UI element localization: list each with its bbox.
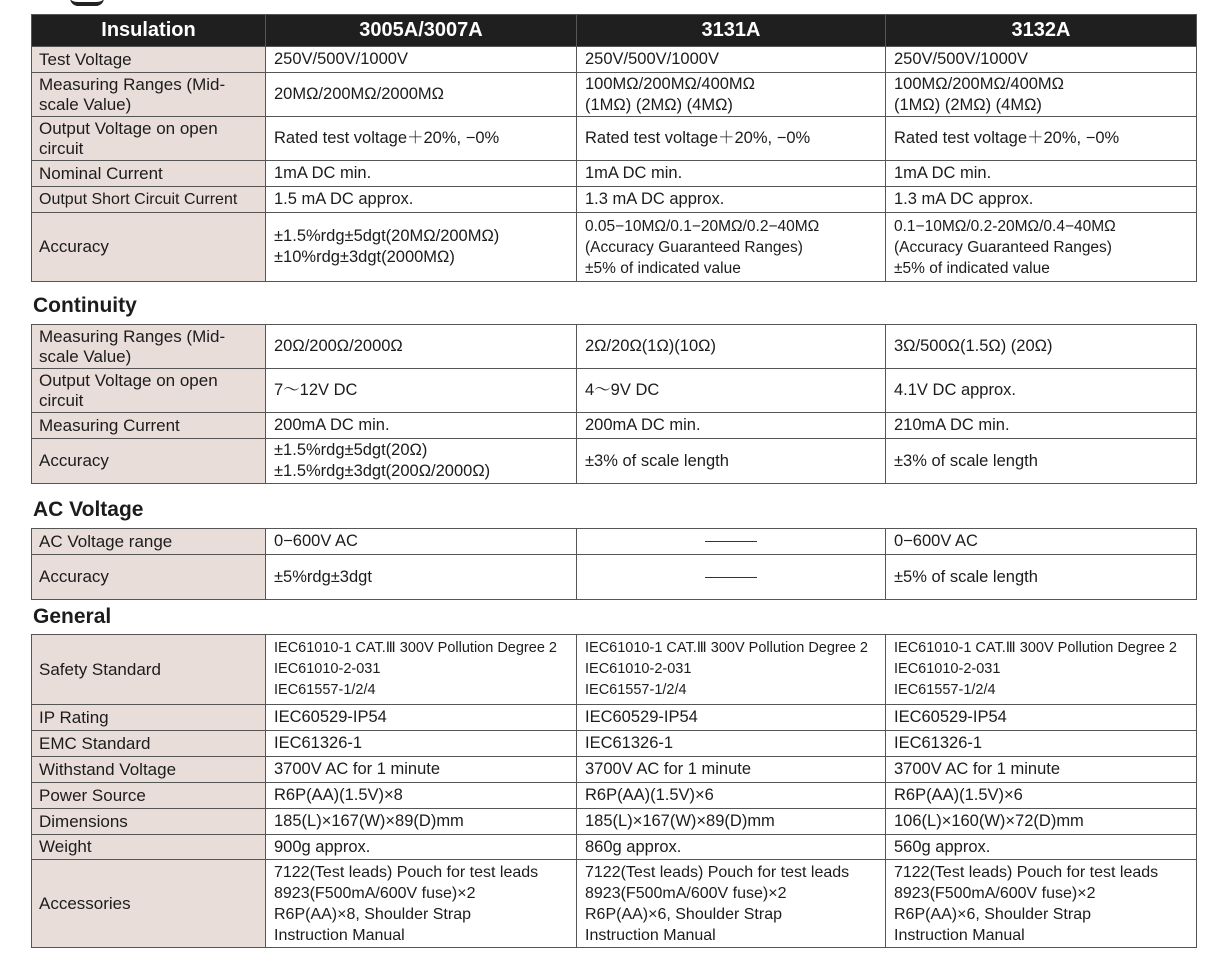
header-model-3131a: 3131A [577,15,886,47]
cell: 860g approx. [577,835,886,860]
continuity-table [31,324,1197,484]
cell: R6P(AA)(1.5V)×6 [886,783,1197,809]
cell: IEC60529-IP54 [266,705,577,731]
table-row [32,529,1197,555]
cell: 100MΩ/200MΩ/400MΩ (1MΩ) (2MΩ) (4MΩ) [577,73,886,117]
section-title-ac-voltage: AC Voltage [33,498,144,521]
row-label: AC Voltage range [32,529,266,555]
cell: Rated test voltage＋20%, −0% [266,117,577,161]
cell: IEC61326-1 [266,731,577,757]
cell: 20MΩ/200MΩ/2000MΩ [266,73,577,117]
table-row [32,809,1197,835]
table-row [32,635,1197,705]
row-label: Output Voltage on open circuit [32,117,266,161]
cell: 185(L)×167(W)×89(D)mm [266,809,577,835]
table-row [32,413,1197,439]
cell: R6P(AA)(1.5V)×8 [266,783,577,809]
cell: 1mA DC min. [577,161,886,187]
general-table [31,634,1197,948]
cell: 0−600V AC [886,529,1197,555]
cell: 200mA DC min. [577,413,886,439]
cell: IEC61326-1 [886,731,1197,757]
cell: 3700V AC for 1 minute [577,757,886,783]
table-row [32,117,1197,161]
cell: 560g approx. [886,835,1197,860]
cropped-heading-fragment [70,0,104,6]
cell: 4.1V DC approx. [886,369,1197,413]
cell: IEC60529-IP54 [886,705,1197,731]
dash-mark [705,577,757,578]
table-row [32,731,1197,757]
cell: 7〜12V DC [266,369,577,413]
not-applicable-cell [577,529,886,555]
cell: 185(L)×167(W)×89(D)mm [577,809,886,835]
table-row [32,835,1197,860]
table-row [32,369,1197,413]
cell: 900g approx. [266,835,577,860]
cell: IEC61010-1 CAT.Ⅲ 300V Pollution Degree 2 IEC61010-2-031 IEC61557-1/2/4 [266,635,577,705]
row-label: Test Voltage [32,47,266,73]
row-label: EMC Standard [32,731,266,757]
table-row [32,783,1197,809]
cell: 250V/500V/1000V [266,47,577,73]
row-label: Output Short Circuit Current [32,187,266,213]
row-label: Accessories [32,860,266,948]
cell: 200mA DC min. [266,413,577,439]
cell: 7122(Test leads) Pouch for test leads 8923(F500mA/600V fuse)×2 R6P(AA)×6, Shoulder Strap Instruction Manual [886,860,1197,948]
cell: ±1.5%rdg±5dgt(20MΩ/200MΩ) ±10%rdg±3dgt(2000MΩ) [266,213,577,282]
row-label: Accuracy [32,555,266,600]
cell: Rated test voltage＋20%, −0% [886,117,1197,161]
cell: ±3% of scale length [577,439,886,484]
ac-voltage-table [31,528,1197,600]
table-row [32,757,1197,783]
table-row [32,860,1197,948]
cell: 250V/500V/1000V [577,47,886,73]
cell: 0.1−10MΩ/0.2-20MΩ/0.4−40MΩ (Accuracy Guaranteed Ranges) ±5% of indicated value [886,213,1197,282]
header-model-3005a-3007a: 3005A/3007A [266,15,577,47]
insulation-table [31,14,1197,282]
section-title-general: General [33,605,112,628]
cell: ±5% of scale length [886,555,1197,600]
cell: IEC61010-1 CAT.Ⅲ 300V Pollution Degree 2 IEC61010-2-031 IEC61557-1/2/4 [577,635,886,705]
cell: ±5%rdg±3dgt [266,555,577,600]
row-label: Weight [32,835,266,860]
row-label: Safety Standard [32,635,266,705]
header-insulation: Insulation [32,15,266,47]
row-label: Nominal Current [32,161,266,187]
cell: 1mA DC min. [886,161,1197,187]
cell: 1mA DC min. [266,161,577,187]
cell: 1.3 mA DC approx. [886,187,1197,213]
cell: IEC61326-1 [577,731,886,757]
table-row [32,213,1197,282]
cell: 4〜9V DC [577,369,886,413]
row-label: Accuracy [32,439,266,484]
cell: 210mA DC min. [886,413,1197,439]
dash-mark [705,541,757,542]
row-label: Dimensions [32,809,266,835]
cell: 3700V AC for 1 minute [266,757,577,783]
cell: ±3% of scale length [886,439,1197,484]
cell: 106(L)×160(W)×72(D)mm [886,809,1197,835]
cell: ±1.5%rdg±5dgt(20Ω) ±1.5%rdg±3dgt(200Ω/2000Ω) [266,439,577,484]
row-label: Measuring Ranges (Mid-scale Value) [32,73,266,117]
table-row [32,161,1197,187]
row-label: Measuring Ranges (Mid-scale Value) [32,325,266,369]
cell: Rated test voltage＋20%, −0% [577,117,886,161]
cell: 0.05−10MΩ/0.1−20MΩ/0.2−40MΩ (Accuracy Guaranteed Ranges) ±5% of indicated value [577,213,886,282]
table-row [32,325,1197,369]
row-label: Output Voltage on open circuit [32,369,266,413]
table-row [32,705,1197,731]
cell: IEC61010-1 CAT.Ⅲ 300V Pollution Degree 2 IEC61010-2-031 IEC61557-1/2/4 [886,635,1197,705]
row-label: Accuracy [32,213,266,282]
cell: 7122(Test leads) Pouch for test leads 8923(F500mA/600V fuse)×2 R6P(AA)×8, Shoulder Strap Instruction Manual [266,860,577,948]
cell: 250V/500V/1000V [886,47,1197,73]
cell: 3Ω/500Ω(1.5Ω) (20Ω) [886,325,1197,369]
row-label: Power Source [32,783,266,809]
cell: 7122(Test leads) Pouch for test leads 8923(F500mA/600V fuse)×2 R6P(AA)×6, Shoulder Strap Instruction Manual [577,860,886,948]
cell: 20Ω/200Ω/2000Ω [266,325,577,369]
cell: 1.5 mA DC approx. [266,187,577,213]
table-row [32,187,1197,213]
cell: 0−600V AC [266,529,577,555]
cell: 2Ω/20Ω(1Ω)(10Ω) [577,325,886,369]
cell: 3700V AC for 1 minute [886,757,1197,783]
table-row [32,555,1197,600]
cell: 1.3 mA DC approx. [577,187,886,213]
header-row [32,15,1197,47]
table-row [32,47,1197,73]
not-applicable-cell [577,555,886,600]
row-label: Withstand Voltage [32,757,266,783]
section-title-continuity: Continuity [33,294,137,317]
header-model-3132a: 3132A [886,15,1197,47]
row-label: IP Rating [32,705,266,731]
table-row [32,439,1197,484]
cell: 100MΩ/200MΩ/400MΩ (1MΩ) (2MΩ) (4MΩ) [886,73,1197,117]
cell: R6P(AA)(1.5V)×6 [577,783,886,809]
table-row [32,73,1197,117]
cell: IEC60529-IP54 [577,705,886,731]
row-label: Measuring Current [32,413,266,439]
